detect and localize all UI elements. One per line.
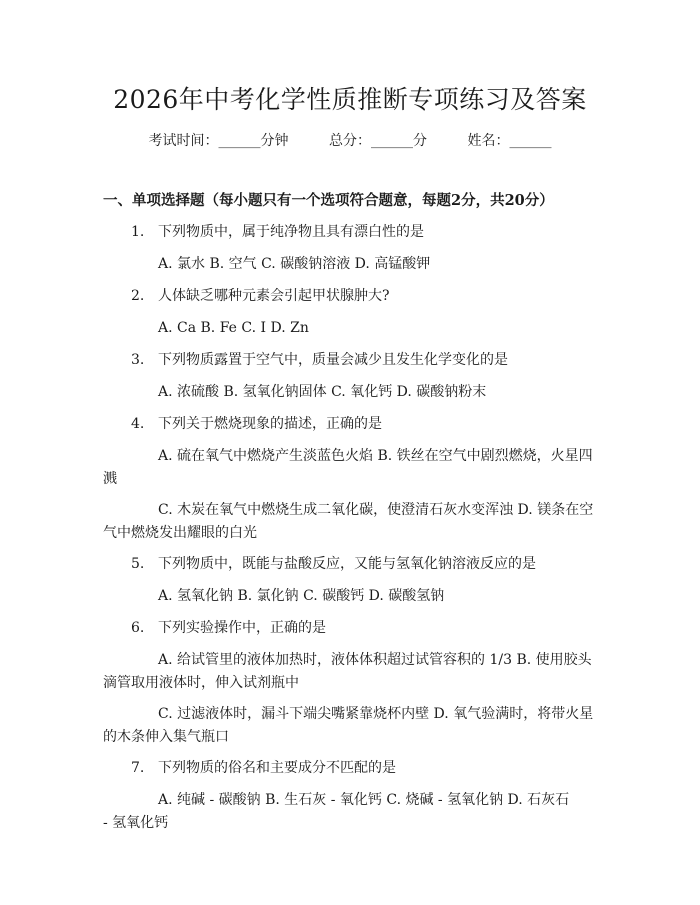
question-number: 4.	[131, 416, 145, 432]
question-text: 下列物质中，属于纯净物且具有漂白性的是	[158, 224, 424, 240]
question-4-options-line-1: A. 硫在氧气中燃烧产生淡蓝色火焰 B. 铁丝在空气中剧烈燃烧，火星四	[158, 448, 593, 464]
question-2-options: A. Ca B. Fe C. I D. Zn	[158, 320, 309, 336]
question-6	[131, 616, 326, 640]
exam-meta	[0, 130, 700, 152]
question-text: 下列物质露置于空气中，质量会减少且发生化学变化的是	[158, 352, 508, 368]
question-text: 人体缺乏哪种元素会引起甲状腺肿大?	[158, 288, 390, 304]
question-number: 2.	[131, 288, 145, 304]
question-number: 1.	[131, 224, 145, 240]
question-1-options: A. 氯水 B. 空气 C. 碳酸钠溶液 D. 高锰酸钾	[158, 256, 431, 272]
section-heading: 一、单项选择题（每小题只有一个选项符合题意，每题2分，共20分）	[103, 192, 554, 209]
question-text: 下列物质的俗名和主要成分不匹配的是	[158, 760, 396, 776]
page-title: 2026年中考化学性质推断专项练习及答案	[113, 85, 587, 114]
question-3	[131, 348, 508, 372]
question-6-options-line-2: 滴管取用液体时，伸入试剂瓶中	[103, 675, 299, 691]
question-3-options: A. 浓硫酸 B. 氢氧化钠固体 C. 氧化钙 D. 碳酸钠粉末	[158, 384, 487, 400]
exam-time: 考试时间：______分钟	[148, 133, 289, 149]
question-2	[131, 284, 390, 308]
question-1	[131, 220, 424, 244]
question-4-options-line-2: 溅	[103, 471, 117, 487]
question-6-options-line-4: 的木条伸入集气瓶口	[103, 729, 229, 745]
question-4	[131, 412, 382, 436]
question-text: 下列实验操作中，正确的是	[158, 620, 326, 636]
question-7-options-line-1: A. 纯碱 - 碳酸钠 B. 生石灰 - 氧化钙 C. 烧碱 - 氢氧化钠 D. 石灰石	[158, 792, 570, 808]
question-5-options: A. 氢氧化钠 B. 氯化钠 C. 碳酸钙 D. 碳酸氢钠	[158, 588, 445, 604]
question-7-options-line-2: - 氢氧化钙	[103, 815, 169, 831]
question-4-options-line-3: C. 木炭在氧气中燃烧生成二氧化碳，使澄清石灰水变浑浊 D. 镁条在空	[158, 502, 594, 518]
question-number: 3.	[131, 352, 145, 368]
question-number: 5.	[131, 556, 145, 572]
question-5	[131, 552, 536, 576]
question-7	[131, 756, 396, 780]
total-score: 总分：______分	[329, 133, 427, 149]
question-6-options-line-3: C. 过滤液体时，漏斗下端尖嘴紧靠烧杯内壁 D. 氧气验满时，将带火星	[158, 706, 594, 722]
question-number: 7.	[131, 760, 145, 776]
question-6-options-line-1: A. 给试管里的液体加热时，液体体积超过试管容积的 1/3 B. 使用胶头	[158, 652, 592, 668]
question-4-options-line-4: 气中燃烧发出耀眼的白光	[103, 525, 257, 541]
question-number: 6.	[131, 620, 145, 636]
question-text: 下列物质中，既能与盐酸反应，又能与氢氧化钠溶液反应的是	[158, 556, 536, 572]
student-name: 姓名：______	[467, 133, 552, 149]
question-text: 下列关于燃烧现象的描述，正确的是	[158, 416, 382, 432]
